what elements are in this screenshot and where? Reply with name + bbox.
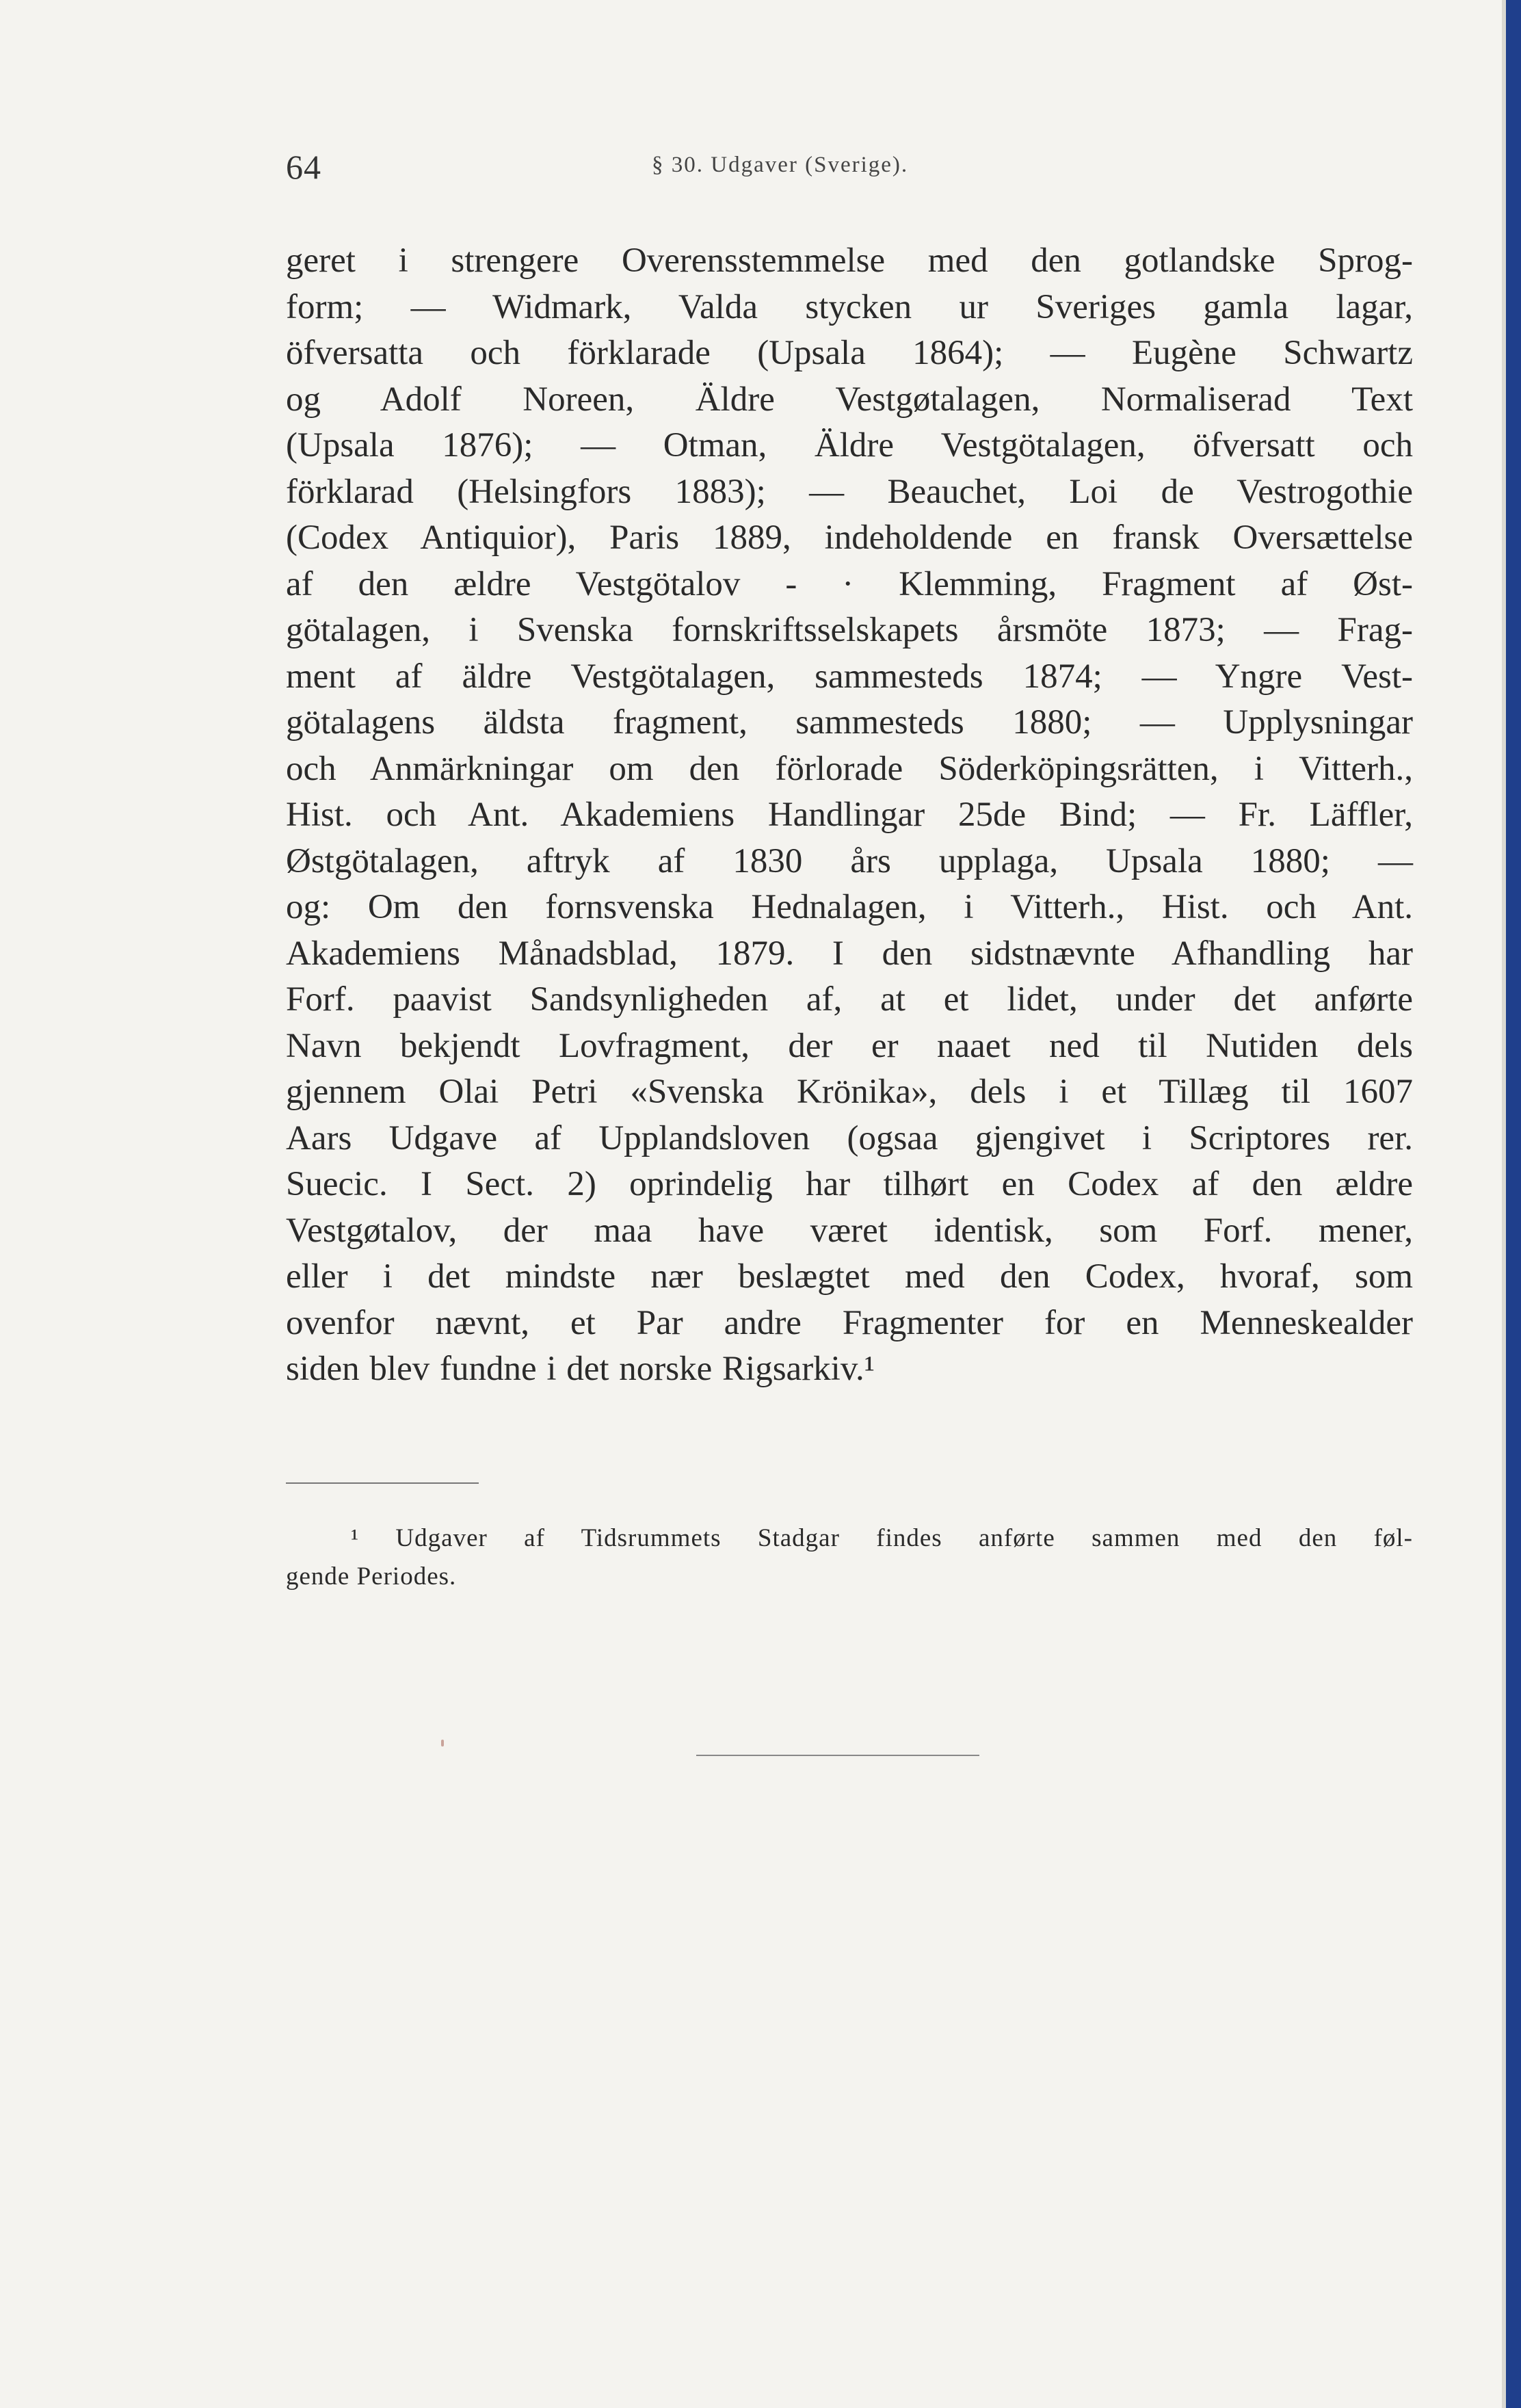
text-line: (Codex Antiquior), Paris 1889, indeholdende en fransk Oversættelse — [286, 519, 1413, 557]
text-line: Akademiens Månadsblad, 1879. I den sidstnævnte Afhandling har — [286, 934, 1413, 973]
page-number: 64 — [286, 148, 321, 186]
text-line: ovenfor nævnt, et Par andre Fragmenter for en Menneskealder — [286, 1303, 1413, 1342]
footnote — [286, 1519, 1413, 1596]
text-line: götalagen, i Svenska fornskriftsselskapets årsmöte 1873; — Frag- — [286, 611, 1413, 649]
text-line: form; — Widmark, Valda stycken ur Sveriges gamla lagar, — [286, 287, 1413, 326]
text-line: ment af äldre Vestgötalagen, sammesteds 1874; — Yngre Vest- — [286, 657, 1413, 696]
text-line: og: Om den fornsvenska Hednalagen, i Vitterh., Hist. och Ant. — [286, 888, 1413, 926]
footnote-line: ¹ Udgaver af Tidsrummets Stadgar findes anførte sammen med den føl- — [351, 1524, 1413, 1552]
paper-speck — [441, 1740, 444, 1746]
bottom-rule — [696, 1755, 979, 1756]
text-line: Suecic. I Sect. 2) oprindelig har tilhørt en Codex af den ældre — [286, 1165, 1413, 1203]
text-line: siden blev fundne i det norske Rigsarkiv.¹ — [286, 1350, 875, 1388]
text-line: eller i det mindste nær beslægtet med den Codex, hvoraf, som — [286, 1257, 1413, 1296]
footnote-line: gende Periodes. — [286, 1562, 457, 1591]
text-line: Hist. och Ant. Akademiens Handlingar 25de Bind; — Fr. Läffler, — [286, 796, 1413, 834]
text-line: öfversatta och förklarade (Upsala 1864); — Eugène Schwartz — [286, 334, 1413, 372]
running-head — [286, 147, 1243, 195]
text-line: Forf. paavist Sandsynligheden af, at et lidet, under det anførte — [286, 980, 1413, 1019]
text-line: Vestgøtalov, der maa have været identisk, som Forf. mener, — [286, 1211, 1413, 1250]
footnote-separator — [286, 1482, 479, 1484]
body-text — [286, 238, 1413, 1393]
text-line: af den ældre Vestgötalov - · Klemming, Fragment af Øst- — [286, 564, 1413, 603]
text-line: gjennem Olai Petri «Svenska Krönika», dels i et Tillæg til 1607 — [286, 1073, 1413, 1111]
text-line: (Upsala 1876); — Otman, Äldre Vestgötalagen, öfversatt och — [286, 426, 1413, 464]
text-line: Østgötalagen, aftryk af 1830 års upplaga, Upsala 1880; — — [286, 841, 1413, 880]
text-line: Navn bekjendt Lovfragment, der er naaet ned til Nutiden dels — [286, 1026, 1413, 1065]
text-line: og Adolf Noreen, Äldre Vestgøtalagen, Normaliserad Text — [286, 380, 1413, 419]
text-line: och Anmärkningar om den förlorade Söderköpingsrätten, i Vitterh., — [286, 749, 1413, 788]
section-title: § 30. Udgaver (Sverige). — [652, 153, 909, 177]
text-line: förklarad (Helsingfors 1883); — Beauchet, Loi de Vestrogothie — [286, 472, 1413, 511]
text-line: Aars Udgave af Upplandsloven (ogsaa gjengivet i Scriptores rer. — [286, 1118, 1413, 1157]
text-line: götalagens äldsta fragment, sammesteds 1880; — Upplysningar — [286, 703, 1413, 742]
text-line: geret i strengere Overensstemmelse med den gotlandske Sprog- — [286, 241, 1413, 280]
